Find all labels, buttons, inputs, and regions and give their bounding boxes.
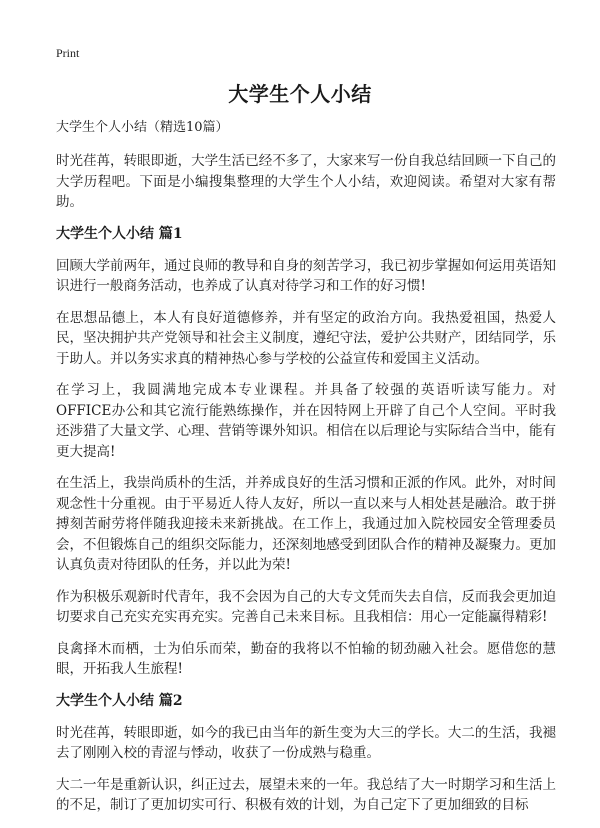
paragraph: 在思想品德上，本人有良好道德修养，并有坚定的政治方向。我热爱祖国，热爱人民，坚决拥护共产党领导和社会主义制度，遵纪守法，爱护公共财产，团结同学，乐于助人。并以务实求真的精神热心参与学校的公益宣传和爱国主义活动。 [56,309,556,367]
print-link[interactable]: Print [56,46,80,60]
paragraph: 回顾大学前两年，通过良师的教导和自身的刻苦学习，我已初步掌握如何运用英语知识进行一般商务活动，也养成了认真对待学习和工作的好习惯! [56,257,556,294]
section-heading-2: 大学生个人小结 篇2 [56,692,183,709]
article-subtitle: 大学生个人小结（精选10篇） [56,120,229,135]
article-body [56,118,556,827]
paragraph: 在生活上，我崇尚质朴的生活，并养成良好的生活习惯和正派的作风。此外，对时间观念性十分重视。由于平易近人待人友好，所以一直以来与人相处甚是融洽。敢于拼搏刻苦耐劳将伴随我迎接未来新挑战。在工作上，我通过加入院校园安全管理委员会，不但锻炼自己的组织交际能力，还深刻地感受到团队合作的精神及凝聚力。更加认真负责对待团队的任务，并以此为荣! [56,475,556,573]
paragraph: 时光荏苒，转眼即逝，如今的我已由当年的新生变为大三的学长。大二的生活，我褪去了刚刚入校的青涩与悸动，收获了一份成熟与稳重。 [56,724,556,761]
paragraph: 在学习上，我圆满地完成本专业课程。并具备了较强的英语听读写能力。对OFFICE办公和其它流行能熟练操作，并在因特网上开辟了自己个人空间。平时我还涉猎了大量文学、心理、营销等课外知识。相信在以后理论与实际结合当中，能有更大提高! [56,382,556,460]
intro-paragraph: 时光荏苒，转眼即逝，大学生活已经不多了，大家来写一份自我总结回顾一下自己的大学历程吧。下面是小编搜集整理的大学生个人小结，欢迎阅读。希望对大家有帮助。 [56,153,556,210]
paragraph: 良禽择木而栖，士为伯乐而荣，勤奋的我将以不怕输的韧劲融入社会。愿借您的慧眼，开拓我人生旅程! [56,640,556,677]
paragraph: 大二一年是重新认识，纠正过去，展望未来的一年。我总结了大一时期学习和生活上的不足，制订了更加切实可行、积极有效的计划，为自己定下了更加细致的目标 [56,776,556,813]
section-heading-1: 大学生个人小结 篇1 [56,225,183,242]
paragraph: 作为积极乐观新时代青年，我不会因为自己的大专文凭而失去自信，反而我会更加迫切要求自己充实充实再充实。完善自己未来目标。且我相信：用心一定能赢得精彩! [56,588,556,625]
page-title: 大学生个人小结 [228,82,372,106]
